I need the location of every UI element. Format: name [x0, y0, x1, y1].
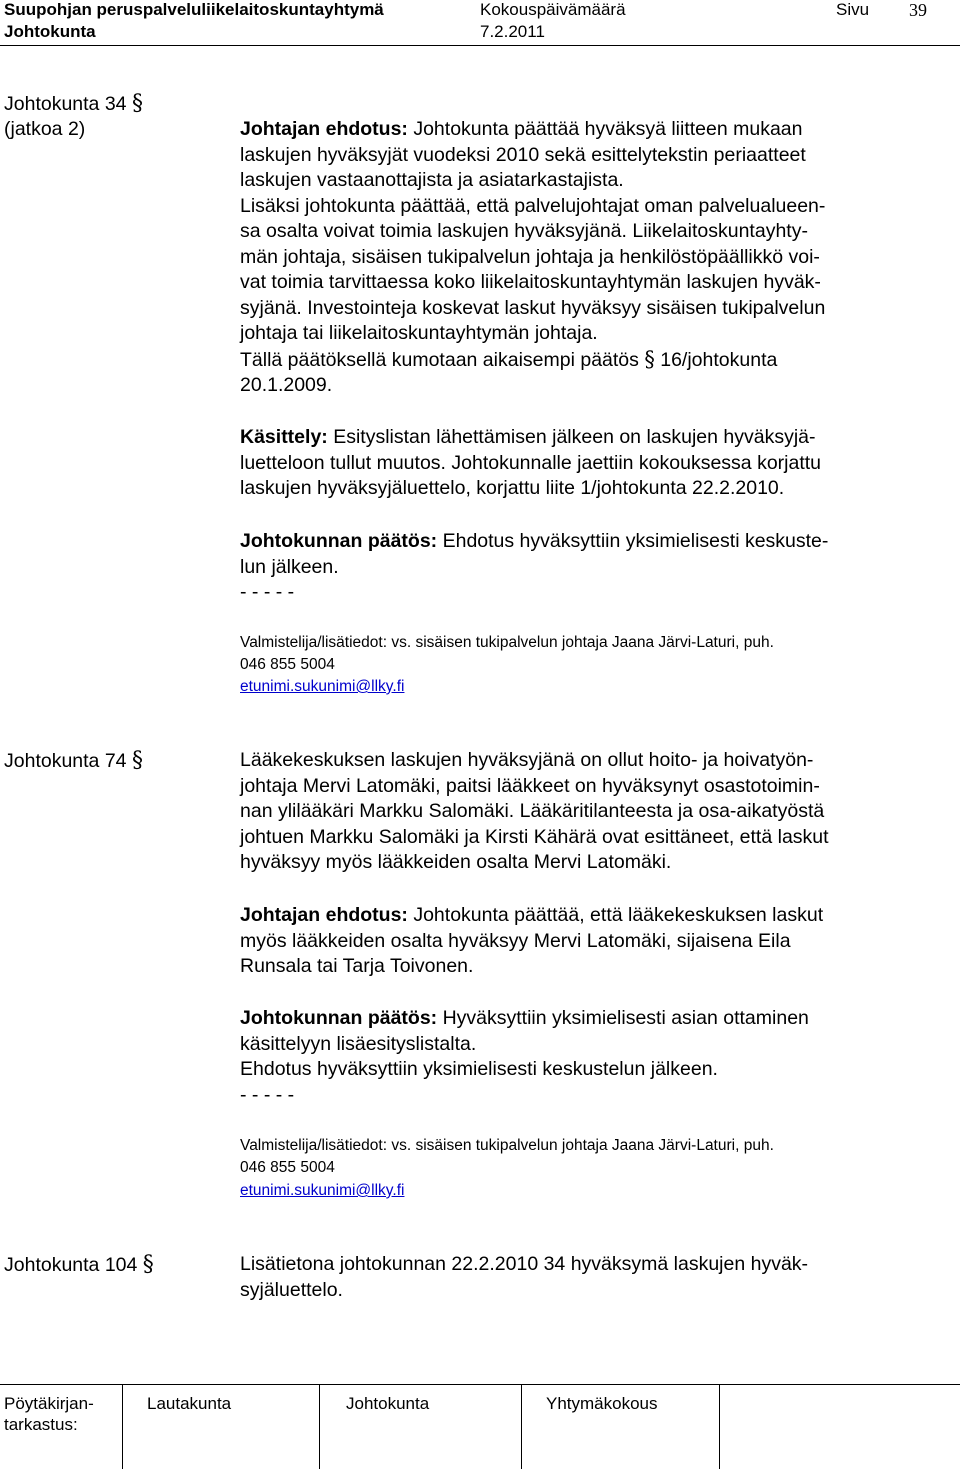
decision-heading: Johtokunnan päätös: — [240, 1007, 438, 1029]
contact-email-link[interactable]: etunimi.sukunimi@llky.fi — [240, 1182, 405, 1199]
intro-text: Lääkekeskuksen laskujen hyväksyjänä on ollut hoito- ja hoivatyön- — [240, 749, 814, 771]
separator: - - - - - — [240, 1083, 295, 1106]
proposal-text: johtaja tai liikelaitoskuntayhtymän johtaja. — [240, 322, 598, 344]
section-label-text: Johtokunta 104 — [4, 1254, 138, 1276]
proposal-text: Lisäksi johtokunta päättää, että palvelujohtajat oman palvelualueen- — [240, 194, 826, 217]
proposal-text: syjänä. Investointeja koskevat laskut hyväksyy sisäisen tukipalvelun — [240, 296, 826, 319]
processing-text: Esityslistan lähettämisen jälkeen on laskujen hyväksyjä- — [327, 426, 816, 448]
proposal-text: vat toimia tarvittaessa koko liikelaitoskuntayhtymän laskujen hyväk- — [240, 271, 821, 293]
decision-text: Hyväksyttiin yksimielisesti asian ottaminen — [437, 1007, 809, 1029]
processing-text: luetteloon tullut muutos. Johtokunnalle jaettiin kokouksessa korjattu — [240, 451, 822, 474]
section-label-104 — [4, 1252, 154, 1278]
section-74-decision — [240, 1006, 930, 1108]
footer-inspection-line: Pöytäkirjan- — [4, 1394, 94, 1413]
contact-info: Valmistelija/lisätiedot: vs. sisäisen tukipalvelun johtaja Jaana Järvi-Laturi, puh. — [240, 634, 774, 651]
section-104-text — [240, 1252, 930, 1303]
intro-text: johtaja Mervi Latomäki, paitsi lääkkeet on hyväksynyt osastotoimin- — [240, 774, 820, 797]
proposal-text: Runsala tai Tarja Toivonen. — [240, 955, 474, 977]
contact-phone: 046 855 5004 — [240, 656, 335, 673]
section-74-intro — [240, 748, 930, 876]
body-text: syjäluettelo. — [240, 1278, 343, 1301]
processing-heading: Käsittely: — [240, 426, 328, 448]
proposal-heading: Johtajan ehdotus: — [240, 118, 408, 140]
footer-column-divider — [122, 1384, 123, 1469]
footer-column-divider — [719, 1384, 720, 1469]
footer-column-divider — [319, 1384, 320, 1469]
contact-phone: 046 855 5004 — [240, 1159, 335, 1176]
proposal-text: Johtokunta päättää hyväksyä liitteen mukaan — [407, 118, 803, 140]
header-divider — [0, 45, 960, 46]
section-label-34 — [4, 91, 143, 117]
intro-text: johtuen Markku Salomäki ja Kirsti Kähärä ovat esittäneet, että laskut — [240, 825, 829, 848]
proposal-text: sa osalta voivat toimia laskujen hyväksyjänä. Liikelaitoskuntayhty- — [240, 220, 808, 242]
section-continuation-label: (jatkoa 2) — [4, 118, 86, 140]
meeting-date-label: Kokouspäivämäärä — [480, 0, 626, 19]
separator: - - - - - — [240, 581, 295, 603]
footer-column-divider — [521, 1384, 522, 1469]
section-mark: § — [142, 1252, 154, 1277]
body-text: Lisätietona johtokunnan 22.2.2010 34 hyväksymä laskujen hyväk- — [240, 1253, 809, 1275]
section-34-processing — [240, 425, 930, 502]
page-number: 39 — [909, 0, 927, 20]
section-74-proposal — [240, 903, 930, 980]
decision-text: Ehdotus hyväksyttiin yksimielisesti keskuste- — [437, 530, 829, 552]
proposal-text: Tällä päätöksellä kumotaan aikaisempi päätös — [240, 348, 639, 371]
body-name: Johtokunta — [4, 22, 96, 41]
section-mark: § — [131, 91, 143, 116]
decision-text: lun jälkeen. — [240, 555, 339, 578]
section-label-text: Johtokunta 74 — [4, 750, 127, 772]
section-label-text: Johtokunta 34 — [4, 93, 127, 115]
footer-joint-meeting-label: Yhtymäkokous — [546, 1394, 658, 1413]
decision-text: Ehdotus hyväksyttiin yksimielisesti keskustelun jälkeen. — [240, 1058, 718, 1080]
footer-inspection-line: tarkastus: — [4, 1415, 78, 1434]
footer-directors-label: Johtokunta — [346, 1394, 430, 1413]
proposal-text: män johtaja, sisäisen tukipalvelun johtaja ja henkilöstöpäällikkö voi- — [240, 245, 820, 268]
decision-text: käsittelyyn lisäesityslistalta. — [240, 1032, 477, 1055]
decision-heading: Johtokunnan päätös: — [240, 530, 438, 552]
proposal-text: myös lääkkeiden osalta hyväksyy Mervi Latomäki, sijaisena Eila — [240, 929, 791, 952]
proposal-text: laskujen hyväksyjät vuodeksi 2010 sekä esittelytekstin periaatteet — [240, 143, 806, 166]
page-label: Sivu — [836, 0, 870, 19]
proposal-heading: Johtajan ehdotus: — [240, 904, 408, 926]
proposal-text: laskujen vastaanottajista ja asiatarkastajista. — [240, 169, 624, 191]
meeting-date: 7.2.2011 — [480, 22, 545, 41]
organization-name: Suupohjan peruspalveluliikelaitoskuntayhtymä — [4, 0, 384, 19]
footer-divider — [0, 1384, 960, 1385]
section-mark: § — [131, 748, 143, 773]
intro-text: hyväksyy myös lääkkeiden osalta Mervi Latomäki. — [240, 851, 672, 873]
processing-text: laskujen hyväksyjäluettelo, korjattu liite 1/johtokunta 22.2.2010. — [240, 477, 785, 499]
section-mark: § — [644, 346, 655, 371]
section-label-74 — [4, 748, 143, 774]
proposal-text: Johtokunta päättää, että lääkekeskuksen laskut — [407, 904, 824, 926]
proposal-text: 16/johtokunta — [654, 348, 778, 371]
proposal-text: 20.1.2009. — [240, 374, 333, 396]
footer-board-label: Lautakunta — [147, 1394, 232, 1413]
footer-inspection-label — [4, 1393, 94, 1435]
section-34-proposal — [240, 117, 930, 399]
intro-text: nan ylilääkäri Markku Salomäki. Lääkäritilanteesta ja osa-aikatyöstä — [240, 800, 825, 822]
section-34-decision — [240, 529, 930, 606]
contact-email-link[interactable]: etunimi.sukunimi@llky.fi — [240, 678, 405, 695]
contact-info: Valmistelija/lisätiedot: vs. sisäisen tukipalvelun johtaja Jaana Järvi-Laturi, puh. — [240, 1137, 774, 1154]
